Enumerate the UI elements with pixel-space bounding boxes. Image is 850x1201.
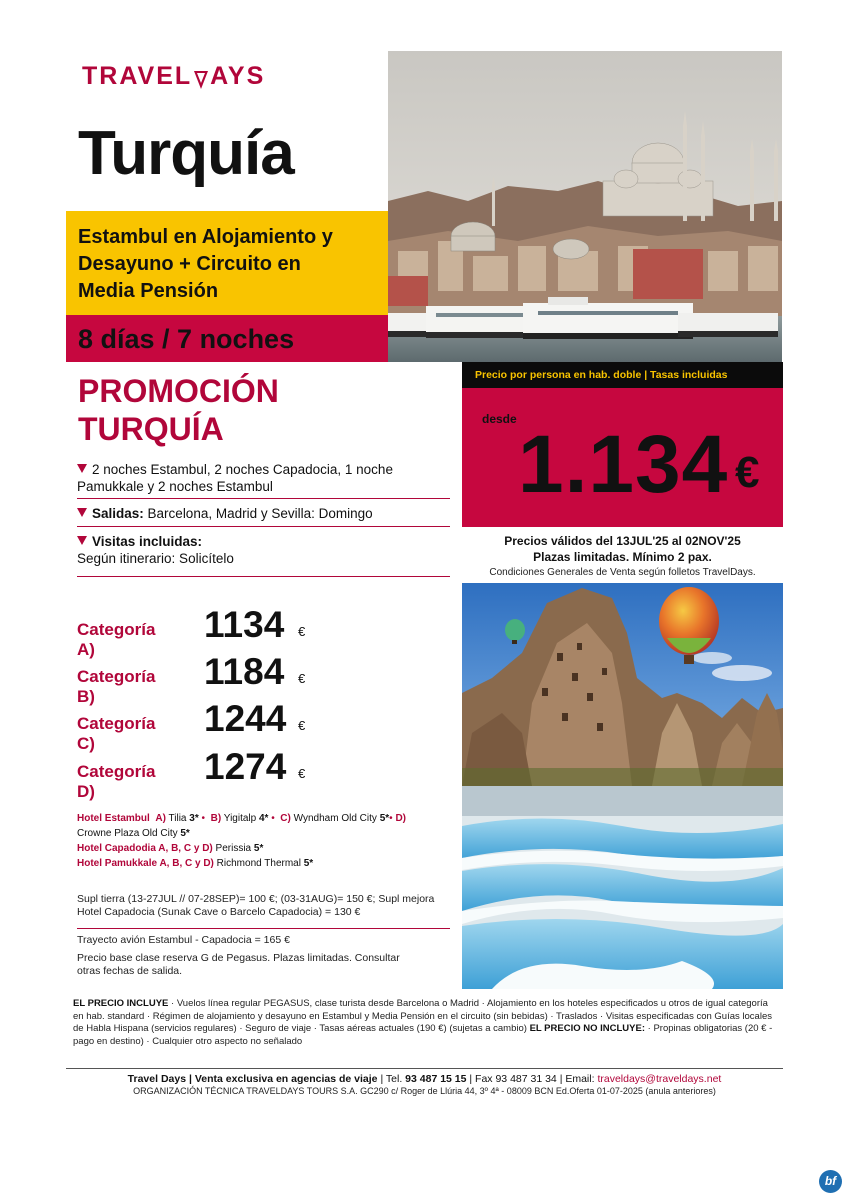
divider	[77, 576, 450, 577]
duration-bar	[66, 315, 388, 362]
traveldays-logo: TRAVEL AYS	[82, 62, 266, 90]
divider	[77, 526, 450, 527]
price-header: Precio por persona en hab. doble | Tasas incluidas	[462, 362, 783, 388]
hotels-pamukkale: Hotel Pamukkale A, B, C y D) Richmond Thermal 5*	[77, 858, 314, 869]
location-pin-icon	[193, 68, 209, 88]
duration-text: 8 días / 7 noches	[78, 324, 295, 354]
promo-title-line: PROMOCIÓN	[78, 373, 279, 409]
category-label: Categoría B)	[77, 667, 156, 706]
category-currency: €	[298, 766, 306, 781]
category-currency: €	[298, 671, 306, 686]
category-price: 1274	[204, 746, 287, 787]
supplements-note: Supl tierra (13-27JUL // 07-28SEP)= 100 €; (03-31AUG)= 150 €; Supl mejora Hotel Capadocia (Sunak Cave o Barcelo Capadocia) = 130 €	[77, 893, 435, 918]
istanbul-photo	[388, 51, 782, 362]
category-label: Categoría D)	[77, 762, 156, 801]
category-price: 1134	[204, 604, 285, 645]
cappadocia-photo	[462, 583, 783, 786]
base-price-note: Precio base clase reserva G de Pegasus. Plazas limitadas. Consultar otras fechas de salida.	[77, 952, 400, 977]
divider	[77, 928, 450, 929]
email-link[interactable]: traveldays@traveldays.net	[597, 1073, 722, 1085]
category-price: 1184	[204, 651, 285, 692]
category-label: Categoría A)	[77, 620, 156, 659]
conditions-text: Condiciones Generales de Venta según folletos TravelDays.	[489, 567, 756, 578]
subtitle-line: Estambul en Alojamiento y	[78, 226, 333, 248]
bullet-triangle-icon	[77, 508, 87, 517]
feature-salidas: Salidas: Barcelona, Madrid y Sevilla: Domingo	[77, 505, 450, 522]
subtitle-box	[66, 211, 388, 315]
subtitle-line: Desayuno + Circuito en	[78, 253, 301, 275]
footer-legal: ORGANIZACIÓN TÉCNICA TRAVELDAYS TOURS S.A. GC290 c/ Roger de Llúria 44, 3º 4ª - 08009 BCN Ed.Oferta 01-07-2025 (anula anteriores)	[133, 1086, 716, 1096]
subtitle-line: Media Pensión	[78, 280, 219, 302]
footer-contact: Travel Days | Venta exclusiva en agencias de viaje | Tel. 93 487 15 15 | Fax 93 487 31 34 | Email: traveldays@traveldays.net	[127, 1073, 722, 1085]
page-title: Turquía	[78, 119, 294, 188]
feature-visitas: Visitas incluidas: Según itinerario: Solicítelo	[77, 534, 234, 566]
divider	[77, 498, 450, 499]
promo-title-line: TURQUÍA	[78, 411, 224, 447]
price-includes: EL PRECIO INCLUYE · Vuelos línea regular PEGASUS, clase turista desde Barcelona o Madrid · Alojamiento en los hoteles especificados u otros de igual categoría en hab. standard · Régimen de alojamiento y desayuno en Estambul y Media Pensión en el circuito (sin bebidas) · Traslados · Visitas especificadas con Guías locales de Habla Hispana (servicios regulares) · Seguro de viaje · Tasas aéreas actuales (190 €) (sujetas a cambio) EL PRECIO NO INCLUYE: · Propinas obligatorias (20 € - pago en destino) · Cualquier otro aspecto no señalado	[73, 998, 773, 1047]
category-currency: €	[298, 624, 306, 639]
hotels-capadocia: Hotel Capadodia A, B, C y D) Perissia 5*	[77, 843, 264, 854]
bullet-triangle-icon	[77, 464, 87, 473]
category-label: Categoría C)	[77, 714, 156, 753]
hotels-estambul: Hotel Estambul A) Tilia 3* • B) Yigitalp 4* • C) Wyndham Old City 5*• D) Crowne Plaza Old City 5*	[77, 813, 407, 839]
bf-badge-icon[interactable]: bf	[819, 1170, 842, 1193]
price-box	[462, 388, 783, 527]
pamukkale-photo	[462, 786, 783, 989]
category-currency: €	[298, 718, 306, 733]
main-price: 1.134	[518, 419, 729, 510]
feature-route: 2 noches Estambul, 2 noches Capadocia, 1 noche Pamukkale y 2 noches Estambul	[77, 462, 393, 494]
promo-title	[78, 372, 378, 448]
validity-text: Precios válidos del 13JUL'25 al 02NOV'25 Plazas limitadas. Mínimo 2 pax.	[504, 534, 741, 564]
desde-label: desde	[482, 412, 517, 426]
bullet-triangle-icon	[77, 536, 87, 545]
main-price-currency: €	[735, 448, 760, 497]
category-price: 1244	[204, 698, 287, 739]
flight-note: Trayecto avión Estambul - Capadocia = 165 €	[77, 934, 290, 946]
footer-divider	[66, 1068, 783, 1069]
